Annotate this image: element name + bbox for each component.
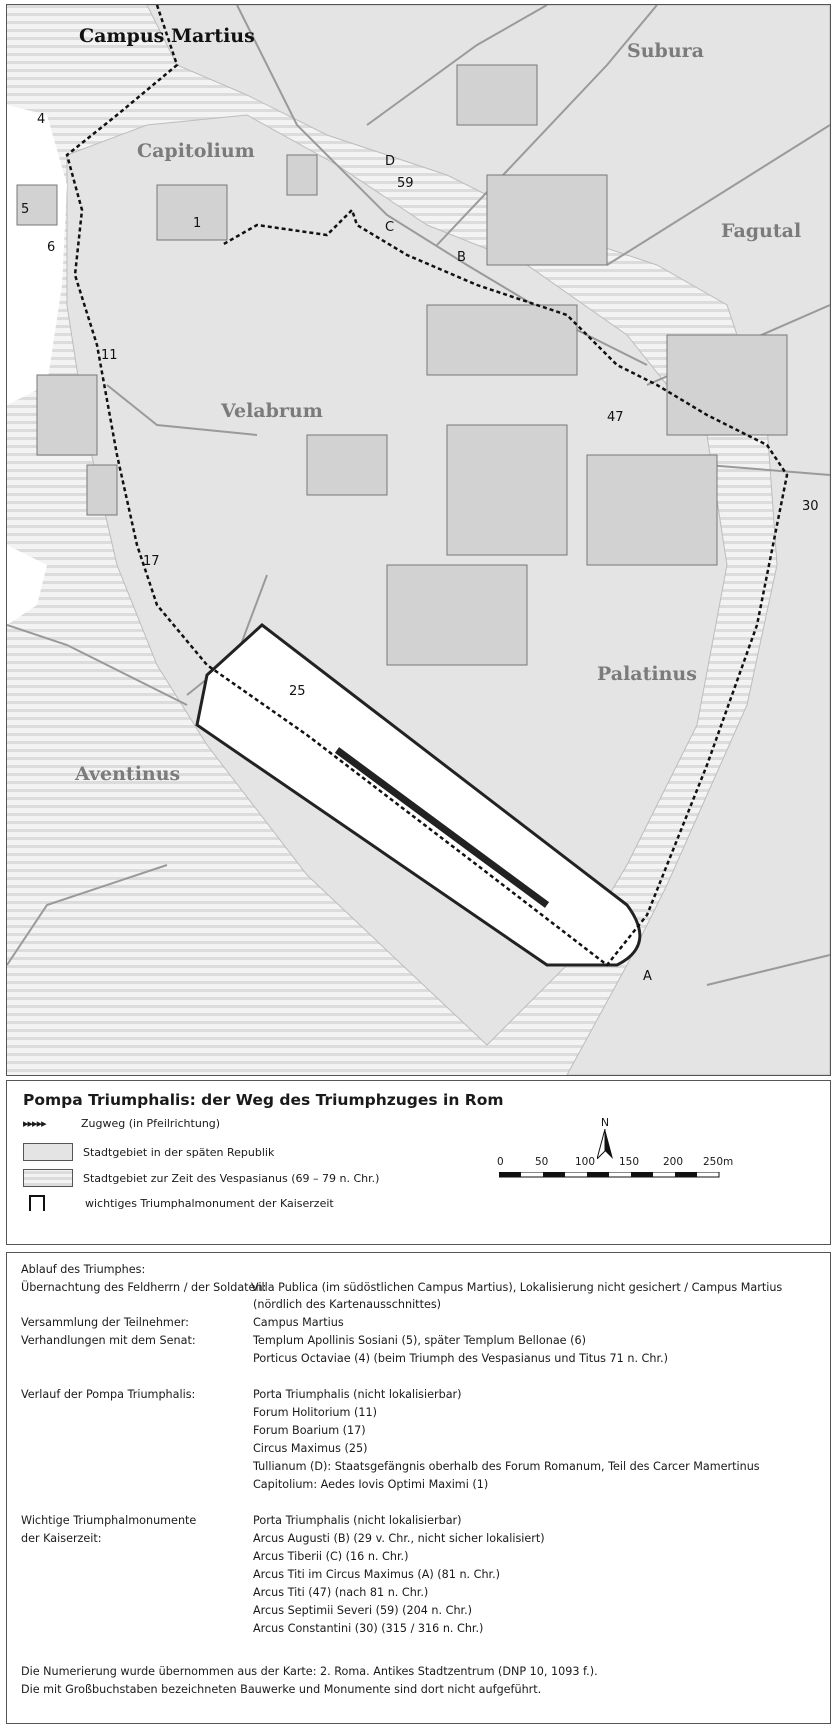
legend-row-republic <box>23 1143 274 1161</box>
marker-17: 17 <box>143 554 160 569</box>
info-row-label: Verlauf der Pompa Triumphalis: <box>21 1388 196 1401</box>
marker-1: 1 <box>193 216 202 231</box>
legend-label-route: Zugweg (in Pfeilrichtung) <box>81 1117 221 1130</box>
info-row-value: Templum Apollinis Sosiani (5), später Templum Bellonae (6) <box>253 1334 586 1347</box>
marker-30: 30 <box>802 499 819 514</box>
marker-6: 6 <box>47 240 56 255</box>
info-row-label: der Kaiserzeit: <box>21 1532 102 1545</box>
legend-row-route <box>23 1117 220 1130</box>
scale-bar-graphic <box>499 1172 739 1184</box>
scale-unit: m <box>723 1156 734 1168</box>
info-row-value: Arcus Tiberii (C) (16 n. Chr.) <box>253 1550 409 1563</box>
region-aventinus: Aventinus <box>75 763 181 785</box>
info-row-value: Circus Maximus (25) <box>253 1442 368 1455</box>
info-heading: Ablauf des Triumphes: <box>21 1263 146 1276</box>
scale-tick-150: 150 <box>619 1156 640 1168</box>
info-row-value: Porta Triumphalis (nicht lokalisierbar) <box>253 1514 462 1527</box>
footnote: Die Numerierung wurde übernommen aus der Karte: 2. Roma. Antikes Stadtzentrum (DNP 10, 1093 f.). <box>21 1665 598 1678</box>
info-row-value: Tullianum (D): Staatsgefängnis oberhalb des Forum Romanum, Teil des Carcer Mamertinus <box>253 1460 760 1473</box>
scale-bar <box>497 1156 757 1216</box>
info-row-value: Villa Publica (im südöstlichen Campus Martius), Lokalisierung nicht gesichert / Campus Martius <box>251 1281 783 1294</box>
info-row-value: Forum Boarium (17) <box>253 1424 366 1437</box>
scale-tick-250: 250 <box>703 1156 724 1168</box>
legend-row-monument <box>23 1195 334 1211</box>
info-row-value: Campus Martius <box>253 1316 344 1329</box>
info-row-value: Arcus Septimii Severi (59) (204 n. Chr.) <box>253 1604 473 1617</box>
info-row-value: Arcus Constantini (30) (315 / 316 n. Chr.) <box>253 1622 484 1635</box>
monument-icon <box>29 1195 45 1211</box>
marker-47: 47 <box>607 410 624 425</box>
marker-59: 59 <box>397 176 414 191</box>
legend-label-monument: wichtiges Triumphalmonument der Kaiserzeit <box>85 1196 334 1210</box>
info-row-value: Forum Holitorium (11) <box>253 1406 377 1419</box>
marker-25: 25 <box>289 684 306 699</box>
info-row-value: Arcus Augusti (B) (29 v. Chr., nicht sicher lokalisiert) <box>253 1532 545 1545</box>
marker-c: C <box>385 220 395 235</box>
region-capitolium: Capitolium <box>137 140 255 162</box>
region-campus-martius: Campus Martius <box>79 25 255 47</box>
swatch-republic-icon <box>23 1143 73 1161</box>
scale-tick-0: 0 <box>497 1156 504 1168</box>
info-row-value: Capitolium: Aedes Iovis Optimi Maximi (1) <box>253 1478 489 1491</box>
marker-b: B <box>457 250 466 265</box>
legend-title: Pompa Triumphalis: der Weg des Triumphzuges in Rom <box>23 1091 504 1109</box>
swatch-vespasian-icon <box>23 1169 73 1187</box>
scale-tick-100: 100 <box>575 1156 596 1168</box>
region-palatinus: Palatinus <box>597 663 697 685</box>
scale-tick-200: 200 <box>663 1156 684 1168</box>
scale-tick-50: 50 <box>535 1156 549 1168</box>
route-arrows-icon: ▸▸▸▸▸ <box>23 1117 46 1130</box>
region-fagutal: Fagutal <box>721 220 802 242</box>
footnote: Die mit Großbuchstaben bezeichneten Bauwerke und Monumente sind dort nicht aufgeführt. <box>21 1683 542 1696</box>
marker-4: 4 <box>37 112 46 127</box>
legend-row-vespasian <box>23 1169 379 1187</box>
legend-label-republic: Stadtgebiet in der späten Republik <box>83 1145 275 1159</box>
info-row-label: Wichtige Triumphalmonumente <box>21 1514 197 1527</box>
marker-11: 11 <box>101 348 118 363</box>
map-canvas <box>7 5 830 1075</box>
north-label: N <box>600 1116 610 1129</box>
info-row-value: Porta Triumphalis (nicht lokalisierbar) <box>253 1388 462 1401</box>
legend-label-vespasian: Stadtgebiet zur Zeit des Vespasianus (69 – 79 n. Chr.) <box>83 1171 380 1185</box>
info-row-value: Porticus Octaviae (4) (beim Triumph des Vespasianus und Titus 71 n. Chr.) <box>253 1352 668 1365</box>
legend <box>6 1080 831 1245</box>
info-row-value: Arcus Titi (47) (nach 81 n. Chr.) <box>253 1586 429 1599</box>
region-velabrum: Velabrum <box>221 400 323 422</box>
info-row-value: (nördlich des Kartenausschnittes) <box>253 1298 442 1311</box>
info-row-value: Arcus Titi im Circus Maximus (A) (81 n. Chr.) <box>253 1568 501 1581</box>
marker-a: A <box>643 969 652 984</box>
info-row-label: Übernachtung des Feldherrn / der Soldaten: <box>21 1281 267 1294</box>
map <box>6 4 831 1076</box>
info-panel <box>6 1252 831 1724</box>
region-subura: Subura <box>627 40 704 62</box>
info-row-label: Versammlung der Teilnehmer: <box>21 1316 189 1329</box>
marker-5: 5 <box>21 202 30 217</box>
info-row-label: Verhandlungen mit dem Senat: <box>21 1334 196 1347</box>
marker-d: D <box>385 154 396 169</box>
north-arrow-icon <box>597 1129 613 1159</box>
